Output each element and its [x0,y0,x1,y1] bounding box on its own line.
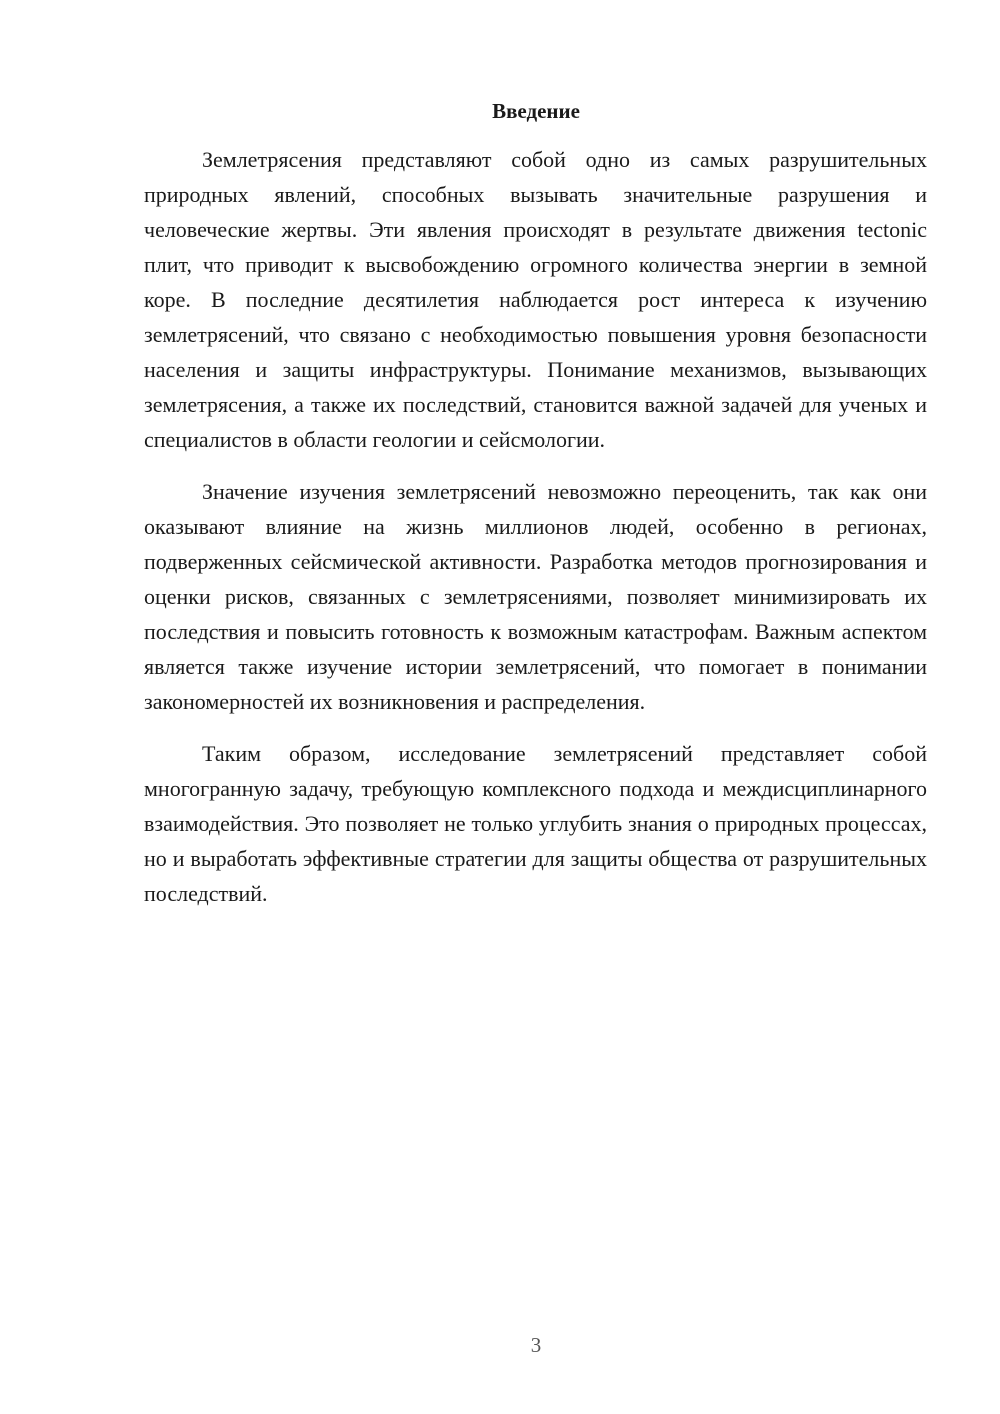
section-heading: Введение [492,99,580,123]
page-number: 3 [530,1333,542,1357]
body-text [144,142,927,928]
paragraph-1: Землетрясения представляют собой одно из самых разрушительных природных явлений, способных вызывать значительные разрушения и человеческие жертвы. Эти явления происходят в результате движения tectonic плит, что приводит к высвобождению огромного количества энергии в земной коре. В последние десятилетия наблюдается рост интереса к изучению землетрясений, что связано с необходимостью повышения уровня безопасности населения и защиты инфраструктуры. Понимание механизмов, вызывающих землетрясения, а также их последствий, становится важной задачей для ученых и специалистов в области геологии и сейсмологии. [144,147,927,452]
paragraph-3: Таким образом, исследование землетрясений представляет собой многогранную задачу, требующую комплексного подхода и междисциплинарного взаимодействия. Это позволяет не только углубить знания о природных процессах, но и выработать эффективные стратегии для защиты общества от разрушительных последствий. [144,741,927,906]
paragraph-2: Значение изучения землетрясений невозможно переоценить, так как они оказывают влияние на жизнь миллионов людей, особенно в регионах, подверженных сейсмической активности. Разработка методов прогнозирования и оценки рисков, связанных с землетрясениями, позволяет минимизировать их последствия и повысить готовность к возможным катастрофам. Важным аспектом является также изучение истории землетрясений, что помогает в понимании закономерностей их возникновения и распределения. [144,479,927,714]
